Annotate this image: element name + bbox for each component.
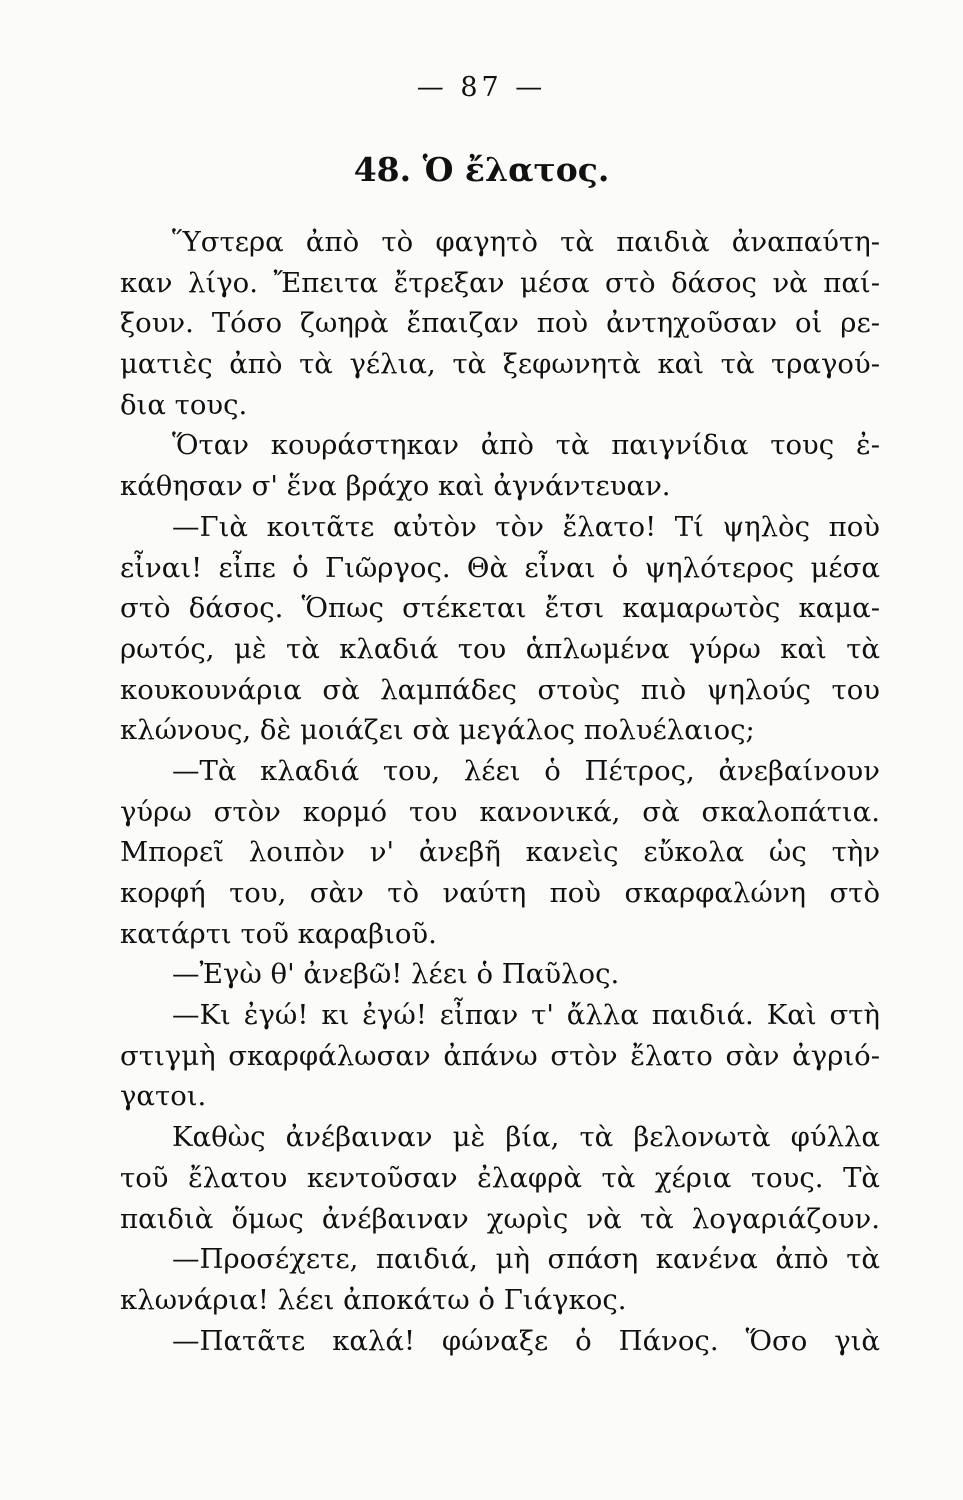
text-line: κουκουνάρια σὰ λαμπάδες στοὺς πιὸ ψηλούς του — [120, 673, 880, 706]
page-number: — 87 — — [416, 72, 547, 103]
text-line: στὸ δάσος. Ὅπως στέκεται ἔτσι καμαρωτὸς καμα- — [120, 592, 880, 625]
body-text — [120, 222, 880, 1361]
text-line: παιδιὰ ὅμως ἀνέβαιναν χωρὶς νὰ τὰ λογαριάζουν. — [120, 1202, 880, 1235]
text-line: γύρω στὸν κορμό του κανονικά, σὰ σκαλοπάτια. — [120, 795, 880, 828]
text-line: κορφή του, σὰν τὸ ναύτη ποὺ σκαρφαλώνη στὸ — [120, 877, 880, 909]
chapter-title: 48. Ὁ ἔλατος. — [353, 150, 610, 189]
text-line: δια τους. — [120, 388, 248, 421]
text-line: —Τὰ κλαδιά του, λέει ὁ Πέτρος, ἀνεβαίνουν — [172, 754, 880, 787]
text-line: —Ἐγὼ θ' ἀνεβῶ! λέει ὁ Παῦλος. — [172, 958, 620, 991]
text-line: —Γιὰ κοιτᾶτε αὐτὸν τὸν ἔλατο! Τί ψηλὸς ποὺ — [172, 510, 880, 543]
text-line: κλώνους, δὲ μοιάζει σὰ μεγάλος πολυέλαιος; — [120, 714, 755, 747]
text-line: εἶναι! εἶπε ὁ Γιῶργος. Θὰ εἶναι ὁ ψηλότερος μέσα — [120, 551, 880, 584]
text-line: —Προσέχετε, παιδιά, μὴ σπάση κανένα ἀπὸ τὰ — [172, 1243, 880, 1276]
text-line: —Κι ἐγώ! κι ἐγώ! εἶπαν τ' ἄλλα παιδιά. Καὶ στὴ — [172, 999, 880, 1032]
text-line: Ὅταν κουράστηκαν ἀπὸ τὰ παιγνίδια τους ἐ- — [172, 429, 880, 462]
text-line: Μπορεῖ λοιπὸν ν' ἀνεβῆ κανεὶς εὔκολα ὡς τὴν — [120, 836, 880, 869]
text-line: —Πατᾶτε καλά! φώναξε ὁ Πάνος. Ὅσο γιὰ — [172, 1324, 880, 1357]
text-line: τοῦ ἔλατου κεντοῦσαν ἐλαφρὰ τὰ χέρια τους. Τὰ — [120, 1161, 880, 1194]
text-line: ξουν. Τόσο ζωηρὰ ἔπαιζαν ποὺ ἀντηχοῦσαν οἱ ρε- — [120, 307, 880, 340]
text-line: ρωτός, μὲ τὰ κλαδιά του ἁπλωμένα γύρω καὶ τὰ — [120, 632, 880, 665]
text-line: καν λίγο. Ἔπειτα ἔτρεξαν μέσα στὸ δάσος νὰ παί- — [120, 266, 880, 299]
text-line: Καθὼς ἀνέβαιναν μὲ βία, τὰ βελονωτὰ φύλλα — [172, 1121, 880, 1154]
text-line: γατοι. — [120, 1080, 207, 1113]
text-line: στιγμὴ σκαρφάλωσαν ἀπάνω στὸν ἔλατο σὰν ἀγριό- — [120, 1039, 880, 1072]
text-line: κλωνάρια! λέει ἀποκάτω ὁ Γιάγκος. — [120, 1283, 627, 1316]
text-line: κατάρτι τοῦ καραβιοῦ. — [120, 917, 437, 950]
text-line: κάθησαν σ' ἕνα βράχο καὶ ἀγνάντευαν. — [120, 470, 671, 503]
text-line: Ὕστερα ἀπὸ τὸ φαγητὸ τὰ παιδιὰ ἀναπαύτη- — [172, 226, 880, 258]
text-line: ματιὲς ἀπὸ τὰ γέλια, τὰ ξεφωνητὰ καὶ τὰ τραγού- — [120, 348, 880, 381]
